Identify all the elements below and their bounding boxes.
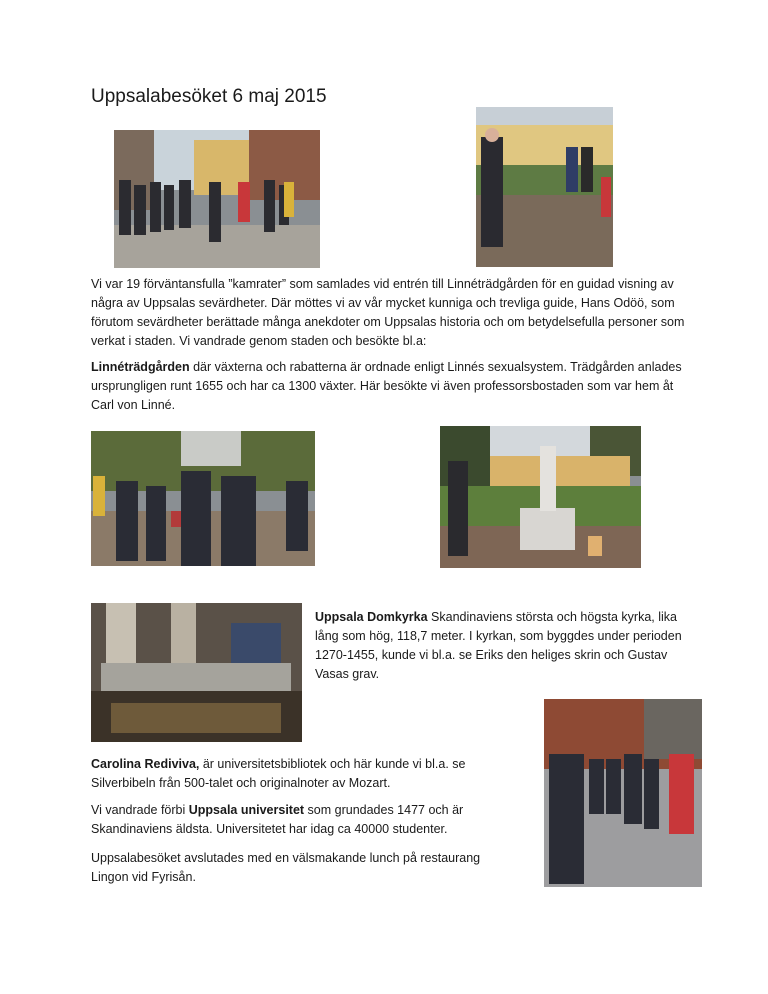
lunch-paragraph: Uppsalabesöket avslutades med en välsmakande lunch på restaurang Lingon vid Fyrisån.: [91, 851, 481, 884]
page-title: Uppsalabesöket 6 maj 2015: [91, 86, 327, 107]
domkyrka-heading: Uppsala Domkyrka: [315, 610, 428, 624]
universitet-heading: Uppsala universitet: [188, 803, 305, 817]
photo-garden-guide: [476, 107, 613, 267]
photo-cathedral-group: [544, 699, 702, 887]
carolina-text: är universitetsbibliotek och här kunde vi bl.a. se Silverbibeln från 500-talet och originalnoter av Mozart.: [91, 757, 466, 790]
universitet-paragraph: [91, 801, 511, 839]
photo-cathedral-tomb: [91, 603, 302, 742]
domkyrka-paragraph: [315, 608, 690, 684]
intro-paragraph: Vi var 19 förväntansfulla ”kamrater” som samlades vid entrén till Linnéträdgården för en guidad visning av några av Uppsalas sevärdheter. Där möttes vi av vår mycket kunniga och trevliga guide, Hans Odöö, som förutom sevärdheter berättade många anekdoter om Uppsalas historia och om betydelsefulla personer som verkat i staden. Vi vandrade genom staden och besökte bl.a:: [91, 277, 685, 348]
linne-text: där växterna och rabatterna är ordnade enligt Linnés sexualsystem. Trädgården anlades ursprungligen runt 1655 och har ca 1300 växter. Här besökte vi även professorsbostaden som var hem åt Carl von Linné.: [91, 360, 682, 412]
photo-street-group: [114, 130, 320, 268]
carolina-heading: Carolina Rediviva,: [91, 757, 200, 771]
carolina-paragraph: [91, 755, 511, 793]
photo-linne-statue: [440, 426, 641, 568]
photo-group-garden: [91, 431, 315, 566]
universitet-text: som grundades 1477 och är Skandinaviens äldsta. Universitetet har idag ca 40000 studenter.: [91, 803, 464, 836]
linne-heading: Linnéträdgården: [91, 360, 190, 374]
domkyrka-text: Skandinaviens största och högsta kyrka, lika lång som hög, 118,7 meter. I kyrkan, som byggdes under perioden 1270-1455, kunde vi bl.a. se Eriks den heliges skrin och Gustav Vasas grav.: [315, 610, 682, 681]
linne-paragraph: [91, 358, 691, 415]
universitet-pre: Vi vandrade förbi: [91, 803, 189, 817]
